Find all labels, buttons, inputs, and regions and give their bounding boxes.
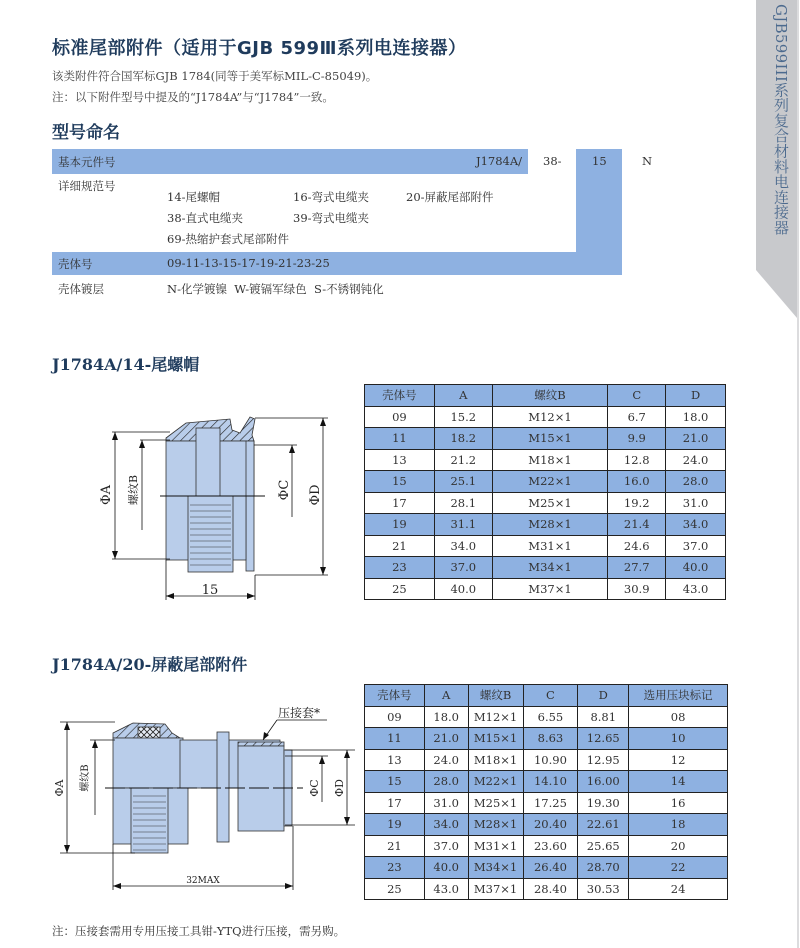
table-cell: 37.0 (434, 557, 492, 579)
dim-c-label: ΦC (308, 779, 321, 797)
spec-label: 详细规范号 (58, 179, 116, 193)
table-row (365, 578, 726, 600)
table-cell: 21.2 (434, 449, 492, 471)
table-cell: M25×1 (468, 792, 523, 814)
table-cell: 37.0 (424, 835, 468, 857)
shell-code: 15 (592, 154, 607, 168)
table-cell: 20 (629, 835, 728, 857)
header-cell: 螺纹B (468, 685, 523, 707)
table-cell: 31.1 (434, 514, 492, 536)
table-cell: 18.0 (424, 706, 468, 728)
tail-nut-diagram (90, 395, 340, 605)
dim-a-label: ΦA (99, 484, 114, 506)
table-cell: 28.70 (578, 857, 629, 879)
table-row (365, 535, 726, 557)
table-cell: 23 (365, 857, 425, 879)
table-cell: 18.2 (434, 428, 492, 450)
table-cell: 26.40 (523, 857, 578, 879)
table-cell: 22.61 (578, 814, 629, 836)
header-cell: D (666, 385, 726, 407)
table-cell: 19 (365, 814, 425, 836)
dim-c-label: ΦC (277, 479, 292, 501)
table-row (365, 792, 728, 814)
table-row (365, 857, 728, 879)
table-cell: 15 (365, 771, 425, 793)
table-cell: 11 (365, 728, 425, 750)
table-cell: 24.6 (608, 535, 666, 557)
table-cell: 19.30 (578, 792, 629, 814)
table-cell: M34×1 (492, 557, 608, 579)
table-cell: M22×1 (468, 771, 523, 793)
base-value: J1784A/ (476, 154, 523, 168)
table-cell: M12×1 (468, 706, 523, 728)
page-title: 标准尾部附件（适用于GJB 599Ⅲ系列电连接器） (52, 38, 467, 59)
table-cell: M28×1 (468, 814, 523, 836)
table-cell: 17 (365, 492, 435, 514)
table-cell: 19.2 (608, 492, 666, 514)
spec-option: 69-热缩护套式尾部附件 (167, 232, 290, 246)
dim-d-label: ΦD (308, 484, 323, 506)
table-cell: 8.81 (578, 706, 629, 728)
base-row-bg (52, 149, 528, 174)
table-row (365, 449, 726, 471)
table-cell: 25.1 (434, 471, 492, 493)
table-cell: 12 (629, 749, 728, 771)
table-cell: 16 (629, 792, 728, 814)
table-cell: 25 (365, 878, 425, 900)
table-cell: M15×1 (492, 428, 608, 450)
side-divider (797, 0, 799, 948)
dim-length-label: 15 (201, 583, 219, 598)
table-cell: 21.0 (424, 728, 468, 750)
header-cell: C (523, 685, 578, 707)
dim-b-label: 螺纹B (80, 764, 91, 792)
table-cell: 40.0 (424, 857, 468, 879)
table-cell: 13 (365, 449, 435, 471)
dim-a-label: ΦA (53, 779, 66, 797)
table-cell: 6.55 (523, 706, 578, 728)
table-cell: M37×1 (468, 878, 523, 900)
naming-title: 型号命名 (52, 123, 120, 143)
table-row (365, 749, 728, 771)
table-cell: 34.0 (424, 814, 468, 836)
table-cell: 27.7 (608, 557, 666, 579)
table-cell: 12.95 (578, 749, 629, 771)
table-cell: 30.53 (578, 878, 629, 900)
header-cell: C (608, 385, 666, 407)
table-cell: 17 (365, 792, 425, 814)
header-cell: D (578, 685, 629, 707)
table-cell: 17.25 (523, 792, 578, 814)
section2-title: J1784A/20-屏蔽尾部附件 (52, 655, 248, 674)
table-cell: M37×1 (492, 578, 608, 600)
table-cell: 25 (365, 578, 435, 600)
plating-value: N-化学镀镍 W-镀镉军绿色 S-不锈钢钝化 (167, 282, 384, 296)
shell-value: 09-11-13-15-17-19-21-23-25 (167, 256, 330, 270)
crimp-sleeve-callout: 压接套* (278, 706, 321, 720)
table-cell: M18×1 (468, 749, 523, 771)
table-cell: 15 (365, 471, 435, 493)
table-cell: 15.2 (434, 406, 492, 428)
table-header-row (365, 685, 728, 707)
table-row (365, 706, 728, 728)
footer-note: 注：压接套需用专用压接工具钳-YTQ进行压接，需另购。 (52, 924, 346, 938)
intro-note: 注：以下附件型号中提及的“J1784A”与“J1784”一致。 (52, 90, 334, 104)
header-cell: 壳体号 (365, 385, 435, 407)
shell-label: 壳体号 (58, 257, 93, 271)
table-cell: M15×1 (468, 728, 523, 750)
table-cell: 31.0 (666, 492, 726, 514)
spec-option: 16-弯式电缆夹 (293, 190, 370, 204)
tail-nut-table (364, 384, 726, 600)
table-cell: 19 (365, 514, 435, 536)
table-cell: 28.0 (424, 771, 468, 793)
table-cell: 08 (629, 706, 728, 728)
spec-option: 20-屏蔽尾部附件 (406, 190, 494, 204)
table-cell: 18.0 (666, 406, 726, 428)
table-cell: 13 (365, 749, 425, 771)
dim-d-label: ΦD (333, 779, 346, 797)
table-row (365, 557, 726, 579)
table-cell: 37.0 (666, 535, 726, 557)
table-row (365, 428, 726, 450)
table-cell: M34×1 (468, 857, 523, 879)
table-cell: 21 (365, 835, 425, 857)
header-cell: A (434, 385, 492, 407)
table-cell: 6.7 (608, 406, 666, 428)
table-cell: 8.63 (523, 728, 578, 750)
header-cell: 选用压块标记 (629, 685, 728, 707)
table-cell: 23 (365, 557, 435, 579)
table-cell: 40.0 (666, 557, 726, 579)
table-cell: 28.0 (666, 471, 726, 493)
table-cell: 09 (365, 406, 435, 428)
table-cell: 40.0 (434, 578, 492, 600)
header-cell: 螺纹B (492, 385, 608, 407)
table-cell: M28×1 (492, 514, 608, 536)
table-cell: 18 (629, 814, 728, 836)
table-row (365, 835, 728, 857)
shield-accessory-table (364, 684, 728, 900)
table-cell: 28.1 (434, 492, 492, 514)
table-cell: 16.00 (578, 771, 629, 793)
table-cell: 11 (365, 428, 435, 450)
table-cell: M25×1 (492, 492, 608, 514)
table-cell: 14 (629, 771, 728, 793)
table-cell: 21.4 (608, 514, 666, 536)
shell-row-bg (52, 252, 622, 275)
table-cell: 21 (365, 535, 435, 557)
table-cell: 23.60 (523, 835, 578, 857)
table-row (365, 471, 726, 493)
table-cell: 12.65 (578, 728, 629, 750)
table-header-row (365, 385, 726, 407)
shield-accessory-diagram (45, 690, 360, 900)
table-row (365, 814, 728, 836)
spec-option: 14-尾螺帽 (167, 190, 221, 204)
table-cell: 16.0 (608, 471, 666, 493)
intro-text: 该类附件符合国军标GJB 1784(同等于美军标MIL-C-85049)。 (52, 69, 378, 83)
table-cell: M12×1 (492, 406, 608, 428)
plating-label: 壳体镀层 (58, 282, 104, 296)
table-cell: 21.0 (666, 428, 726, 450)
table-cell: 20.40 (523, 814, 578, 836)
table-cell: 24.0 (424, 749, 468, 771)
dim-b-label: 螺纹B (127, 474, 140, 506)
spec-option: 39-弯式电缆夹 (293, 211, 370, 225)
side-tab-label: GJB599III系列复合材料电连接器 (772, 4, 790, 236)
table-cell: M22×1 (492, 471, 608, 493)
table-cell: 28.40 (523, 878, 578, 900)
table-cell: 14.10 (523, 771, 578, 793)
table-row (365, 728, 728, 750)
table-cell: 24.0 (666, 449, 726, 471)
header-cell: 壳体号 (365, 685, 425, 707)
table-cell: 43.0 (424, 878, 468, 900)
plating-code: N (642, 154, 653, 168)
table-row (365, 771, 728, 793)
table-cell: 9.9 (608, 428, 666, 450)
table-cell: 24 (629, 878, 728, 900)
table-cell: 25.65 (578, 835, 629, 857)
header-cell: A (424, 685, 468, 707)
section1-title: J1784A/14-尾螺帽 (52, 355, 200, 374)
table-cell: 10 (629, 728, 728, 750)
table-row (365, 492, 726, 514)
table-cell: M31×1 (492, 535, 608, 557)
table-cell: 12.8 (608, 449, 666, 471)
table-cell: 31.0 (424, 792, 468, 814)
dim-length-label: 32MAX (186, 876, 220, 886)
table-cell: 34.0 (666, 514, 726, 536)
table-cell: 09 (365, 706, 425, 728)
table-cell: M18×1 (492, 449, 608, 471)
table-row (365, 878, 728, 900)
table-cell: 10.90 (523, 749, 578, 771)
table-row (365, 406, 726, 428)
table-cell: 22 (629, 857, 728, 879)
base-label: 基本元件号 (58, 155, 116, 169)
table-cell: 34.0 (434, 535, 492, 557)
spec-option: 38-直式电缆夹 (167, 211, 244, 225)
table-cell: 43.0 (666, 578, 726, 600)
table-cell: M31×1 (468, 835, 523, 857)
spec-code: 38- (543, 154, 562, 168)
table-cell: 30.9 (608, 578, 666, 600)
table-row (365, 514, 726, 536)
